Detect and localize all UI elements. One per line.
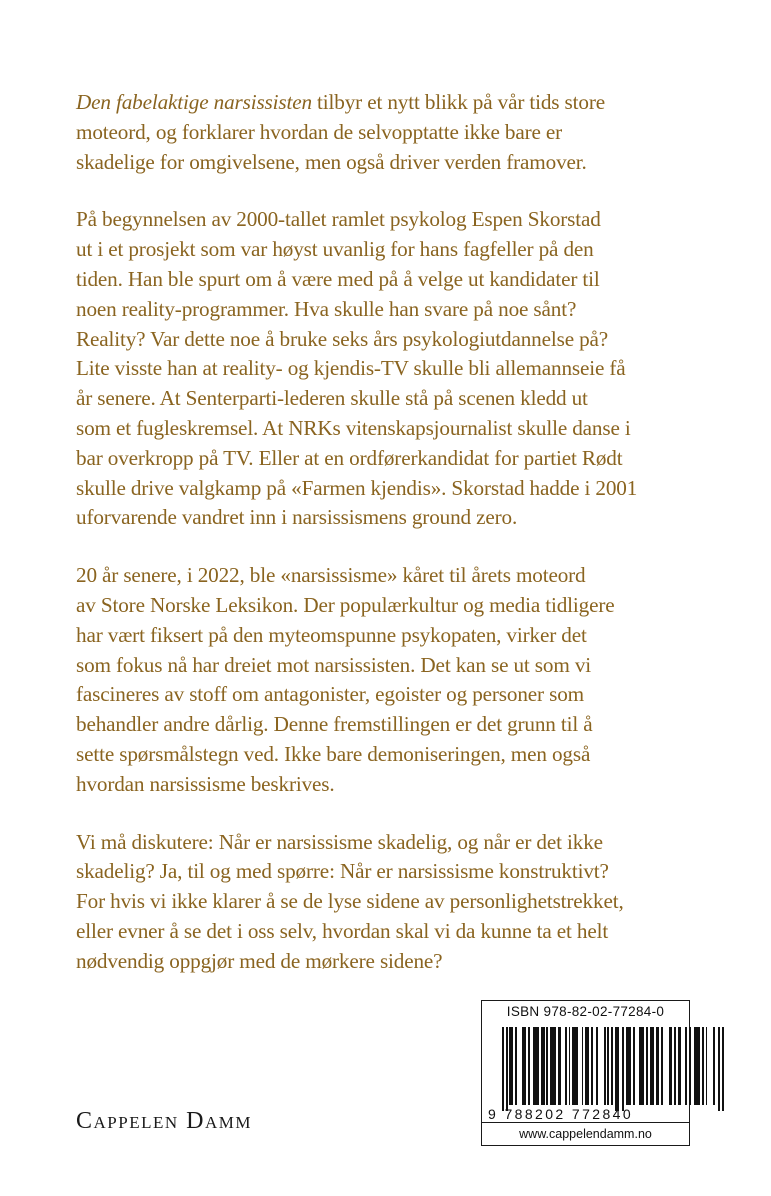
barcode-bar: [533, 1027, 539, 1105]
barcode-bar: [661, 1027, 663, 1105]
barcode-bar: [596, 1027, 598, 1105]
barcode-bar: [650, 1027, 654, 1105]
blurb-paragraph-1-text: tilbyr et nytt blikk på vår tids store moteord, og forklarer hvordan de selvopptatte ikke bare er skadelige for omgivelsene, men også driver verden framover.: [76, 90, 605, 174]
barcode-bar: [502, 1027, 504, 1111]
blurb-paragraph-1: [76, 88, 696, 177]
barcode-bar: [572, 1027, 578, 1105]
barcode-bar: [694, 1027, 700, 1105]
barcode-bar: [541, 1027, 545, 1105]
publisher-url: www.cappelendamm.no: [482, 1122, 689, 1145]
barcode-bar: [639, 1027, 645, 1105]
barcode-bar: [515, 1027, 517, 1105]
barcode-bar: [607, 1027, 609, 1105]
barcode-bar: [611, 1027, 613, 1105]
barcode-bar: [565, 1027, 567, 1105]
barcode-bar: [546, 1027, 548, 1105]
barcode-bar: [689, 1027, 691, 1105]
barcode-bar: [604, 1027, 606, 1105]
barcode-block: [481, 1000, 690, 1146]
barcode-bar: [569, 1027, 571, 1105]
barcode-bar: [591, 1027, 593, 1105]
barcode-bar: [669, 1027, 673, 1105]
barcode-bar: [509, 1027, 513, 1105]
barcode-bar: [528, 1027, 530, 1105]
barcode-bar: [522, 1027, 526, 1105]
back-cover-blurb: [76, 88, 696, 1005]
barcode-bar: [633, 1027, 635, 1105]
barcode-bar: [582, 1027, 584, 1105]
barcode-bar: [702, 1027, 704, 1105]
isbn-label: ISBN 978-82-02-77284-0: [506, 1004, 665, 1019]
barcode-bar: [713, 1027, 715, 1105]
barcode-bar: [718, 1027, 720, 1111]
barcode-bar: [674, 1027, 676, 1105]
blurb-paragraph-4: Vi må diskutere: Når er narsissisme skadelig, og når er det ikke skadelig? Ja, til og med spørre: Når er narsissisme konstruktivt? For hvis vi ikke klarer å se de lyse sidene av personlighetstrekket, eller evner å se det i oss selv, hvordan skal vi da kunne ta et helt nødvendig oppgjør med de mørkere sidene?: [76, 829, 624, 973]
barcode-bar: [585, 1027, 589, 1105]
barcode-bars: [502, 1027, 680, 1107]
blurb-paragraph-2: På begynnelsen av 2000-tallet ramlet psykolog Espen Skorstad ut i et prosjekt som var høyst uvanlig for hans fagfeller på den tiden. Han ble spurt om å være med på å velge ut kandidater til noen reality-programmer. Hva skulle han svare på noe sånt? Reality? Var dette noe å bruke seks års psykologiutdannelse på? Lite visste han at reality- og kjendis-TV skulle bli allemannseie få år senere. At Senterparti-lederen skulle stå på scenen kledd ut som et fugleskremsel. At NRKs vitenskapsjournalist skulle danse i bar overkropp på TV. Eller at en ordførerkandidat for partiet Rødt skulle drive valgkamp på «Farmen kjendis». Skorstad hadde i 2001 uforvarende vandret inn i narsissismens ground zero.: [76, 207, 638, 530]
blurb-paragraph-3: 20 år senere, i 2022, ble «narsissisme» kåret til årets moteord av Store Norske Leksikon. Der populærkultur og media tidligere har vært fiksert på den myteomspunne psykopaten, virker det som fokus nå har dreiet mot narsissisten. Det kan se ut som vi fascineres av stoff om antagonister, egoister og personer som behandler andre dårlig. Denne fremstillingen er det grunn til å sette spørsmålstegn ved. Ikke bare demoniseringen, men også hvordan narsissisme beskrives.: [76, 563, 615, 796]
barcode-bar: [615, 1027, 619, 1111]
barcode-bar: [646, 1027, 648, 1105]
barcode-bar: [506, 1027, 508, 1111]
barcode-bar: [558, 1027, 562, 1105]
barcode-bar: [722, 1027, 724, 1111]
barcode-bar: [685, 1027, 687, 1105]
barcode-bar: [706, 1027, 708, 1105]
barcode-bar: [622, 1027, 624, 1111]
barcode-bar: [626, 1027, 632, 1105]
book-title: Den fabelaktige narsissisten: [76, 90, 312, 114]
publisher-logo: Cappelen Damm: [76, 1108, 252, 1134]
barcode-bar: [656, 1027, 660, 1105]
barcode-bar: [550, 1027, 556, 1105]
barcode-digits: 9 788202 772840: [488, 1106, 633, 1122]
barcode-bar: [678, 1027, 682, 1105]
